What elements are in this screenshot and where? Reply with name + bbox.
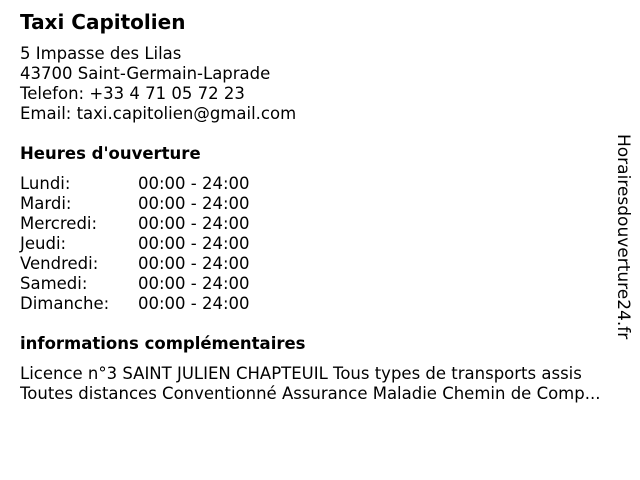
day-label: Jeudi: [20, 234, 67, 253]
time-range: 00:00 - 24:00 [138, 214, 250, 233]
address-line-1: 5 Impasse des Lilas [20, 44, 182, 63]
time-range: 00:00 - 24:00 [138, 194, 250, 213]
email-address: Email: taxi.capitolien@gmail.com [20, 104, 297, 123]
day-label: Mardi: [20, 194, 72, 213]
hours-row-tuesday [20, 194, 320, 214]
day-label: Samedi: [20, 274, 88, 293]
hours-row-wednesday [20, 214, 320, 234]
hours-row-sunday [20, 294, 320, 314]
time-range: 00:00 - 24:00 [138, 274, 250, 293]
hours-heading: Heures d'ouverture [20, 144, 201, 163]
day-label: Mercredi: [20, 214, 98, 233]
day-label: Lundi: [20, 174, 71, 193]
phone-number: Telefon: +33 4 71 05 72 23 [20, 84, 245, 103]
hours-row-monday [20, 174, 320, 194]
address-line-2: 43700 Saint-Germain-Laprade [20, 64, 271, 83]
day-label: Dimanche: [20, 294, 110, 313]
time-range: 00:00 - 24:00 [138, 174, 250, 193]
day-label: Vendredi: [20, 254, 99, 273]
info-line-2: Toutes distances Conventionné Assurance Maladie Chemin de Comp... [20, 384, 601, 403]
hours-row-thursday [20, 234, 320, 254]
site-watermark: Horairesdouverture24.fr [613, 134, 633, 340]
hours-row-friday [20, 254, 320, 274]
info-heading: informations complémentaires [20, 334, 306, 353]
info-line-1: Licence n°3 SAINT JULIEN CHAPTEUIL Tous types de transports assis [20, 364, 582, 383]
business-name: Taxi Capitolien [20, 10, 186, 34]
time-range: 00:00 - 24:00 [138, 294, 250, 313]
hours-row-saturday [20, 274, 320, 294]
time-range: 00:00 - 24:00 [138, 234, 250, 253]
time-range: 00:00 - 24:00 [138, 254, 250, 273]
